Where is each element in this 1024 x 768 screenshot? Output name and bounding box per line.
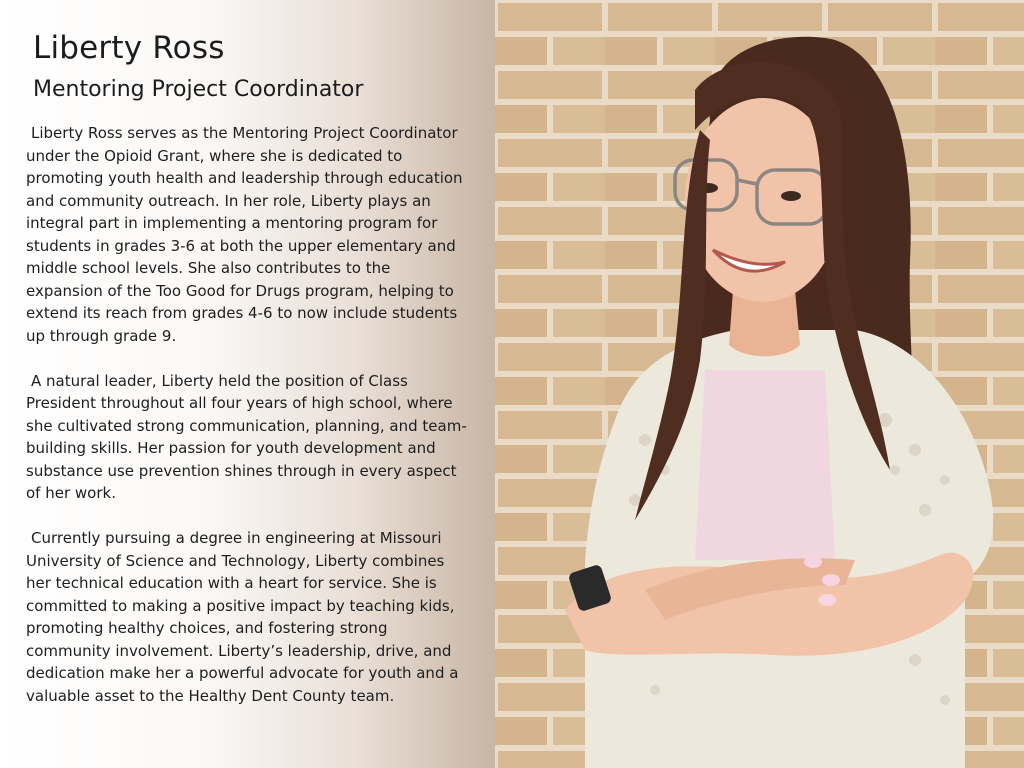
bio-paragraph: A natural leader, Liberty held the position of Class President throughout all four years of high school, where she cultivated strong communication, planning, and team-building skills. Her passion for youth development and substance use prevention shines through in every aspect of her work. [26, 371, 467, 502]
job-title: Mentoring Project Coordinator [33, 77, 364, 102]
bio-paragraph: Liberty Ross serves as the Mentoring Project Coordinator under the Opioid Grant, where she is dedicated to promoting youth health and leadership through education and community outreach. In her role, Liberty plays an integral part in implementing a mentoring program for students in grades 3-6 at both the upper elementary and middle school levels. She also contributes to the expansion of the Too Good for Drugs program, helping to extend its reach from grades 4-6 to now include students up through grade 9. [26, 124, 463, 345]
bio-panel [0, 0, 495, 768]
person-name: Liberty Ross [33, 30, 225, 66]
bio-paragraph: Currently pursuing a degree in engineering at Missouri University of Science and Technology, Liberty combines her technical education with a heart for service. She is committed to making a positive impact by teaching kids, promoting healthy choices, and fostering strong community involvement. Liberty’s leadership, drive, and dedication make her a powerful advocate for youth and a valuable asset to the Healthy Dent County team. [26, 529, 459, 705]
pink-top [695, 370, 835, 560]
portrait-illustration [495, 0, 1024, 768]
portrait-photo [495, 0, 1024, 768]
bio-text [26, 122, 471, 730]
